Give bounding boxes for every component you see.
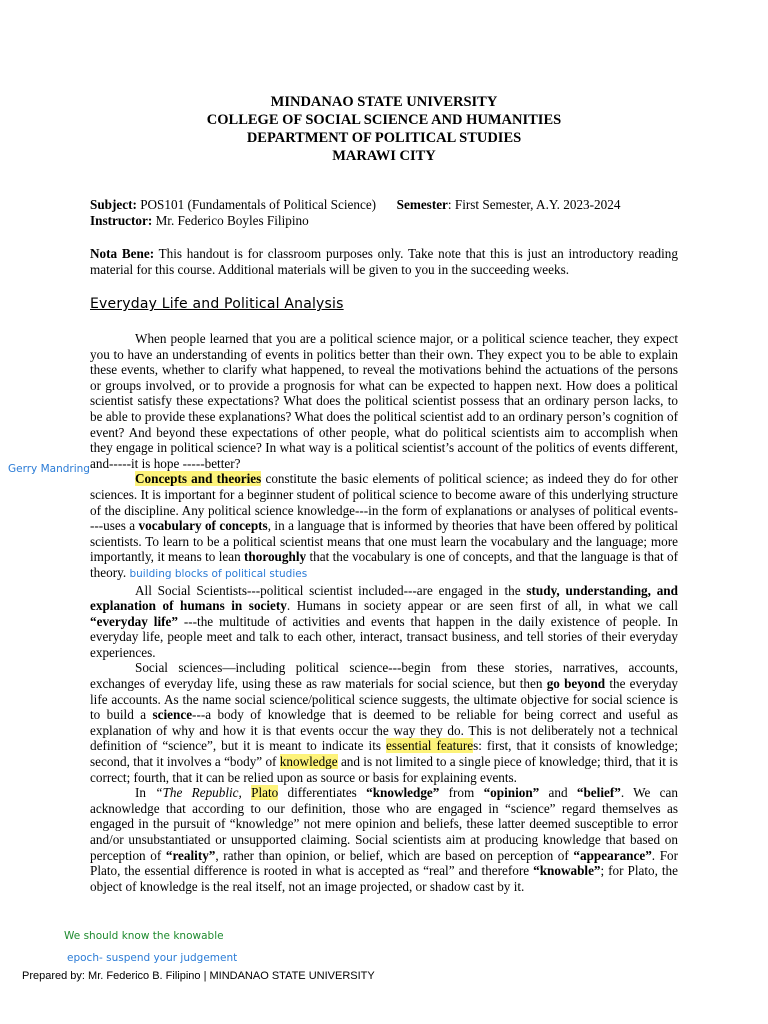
university-name: MINDANAO STATE UNIVERSITY bbox=[270, 94, 498, 110]
section-title: Everyday Life and Political Analysis bbox=[90, 296, 344, 312]
subject-line bbox=[90, 197, 678, 213]
comment-knowable[interactable]: We should know the knowable bbox=[64, 930, 224, 942]
highlight-plato: Plato bbox=[251, 785, 279, 801]
city-name: MARAWI CITY bbox=[332, 148, 436, 164]
subject-value: POS101 (Fundamentals of Political Science) bbox=[136, 197, 377, 212]
highlight-knowledge: knowledge bbox=[279, 754, 338, 770]
comment-building-blocks[interactable]: building blocks of political studies bbox=[126, 567, 308, 580]
instructor-line bbox=[90, 213, 678, 229]
comment-author-gerry[interactable]: Gerry Mandring bbox=[8, 463, 90, 475]
nota-bene-text: This handout is for classroom purposes only. Take note that this is just an introductory reading material for this course. Additional materials will be given to you in the succeeding weeks. bbox=[90, 246, 678, 277]
paragraph-2: Concepts and theories constitute the basic elements of political science; as indeed they do for other sciences. It is important for a beginner student of political science to become aware of this underlying structure of the discipline. Any political science knowledge---in the form of explanations or analyses of political events----uses a vocabulary of concepts, in a language that is informed by theories that have been offered by political scientists. To learn to be a political scientist means that one must learn the vocabulary and the language; more importantly, it means to lean thoroughly that the vocabulary is one of concepts, and that the language is that of theory. building blocks of political studies bbox=[90, 471, 678, 580]
semester-value: : First Semester, A.Y. 2023-2024 bbox=[447, 197, 621, 212]
highlight-essential-feature: essential feature bbox=[386, 738, 474, 754]
paragraph-4: Social sciences—including political science---begin from these stories, narratives, accounts, exchanges of everyday life, using these as raw materials for social science, but then go beyond the everyday life accounts. As the name social science/political science suggests, the ultimate objective for social science is to build a science---a body of knowledge that is deemed to be reliable for being correct and useful as explanation of why and how it is that events occur the way they do. This is not deliberately not a technical definition of “science”, but it is meant to indicate its essential features: first, that it consists of knowledge; second, that it involves a “body” of knowledge and is not limited to a single piece of knowledge; third, that it is correct; fourth, that it can be relied upon as source or basis for explaining events. bbox=[90, 660, 679, 785]
nota-bene-label: Nota Bene: bbox=[90, 246, 155, 261]
comment-epoch[interactable]: epoch- suspend your judgement bbox=[67, 952, 238, 964]
highlight-concepts-theories: Concepts and theories bbox=[135, 471, 262, 487]
instructor-value: Mr. Federico Boyles Filipino bbox=[152, 212, 309, 228]
document-header bbox=[0, 93, 768, 165]
body-text bbox=[90, 331, 678, 894]
instructor-label: Instructor: bbox=[90, 212, 153, 228]
subject-label: Subject: bbox=[90, 197, 137, 212]
paragraph-3: All Social Scientists---political scientist included---are engaged in the study, understanding, and explanation of humans in society. Humans in society appear or are seen first of all, in what we call “everyday life” ---the multitude of activities and events that happen in the daily existence of people. In everyday life, people meet and talk to each other, interact, transact business, and tell stories of their everyday experiences. bbox=[90, 582, 679, 660]
course-meta bbox=[90, 197, 678, 228]
college-name: COLLEGE OF SOCIAL SCIENCE AND HUMANITIES bbox=[206, 112, 562, 128]
paragraph-5: In “The Republic, Plato differentiates “knowledge” from “opinion” and “belief”. We can acknowledge that according to our definition, those who are engaged in “science” regard themselves as engaged in the pursuit of “knowledge” not mere opinion and beliefs, these latter deemed susceptible to error and/or unsubstantiated or unsupported claiming. Social scientists aim at producing knowledge that based on perception of “reality”, rather than opinion, or belief, which are based on perception of “appearance”. For Plato, the essential difference is rooted in what is accepted as “real” and therefore “knowable”; for Plato, the object of knowledge is the real itself, not an image projected, or shadow cast by it. bbox=[90, 785, 679, 894]
paragraph-1: When people learned that you are a political science major, or a political science teacher, they expect you to have an understanding of events in politics better than their own. They expect you to be able to explain these events, whether to clarify what happened, to reveal the motivations behind the actuations of the persons or groups involved, or to provide a prognosis for what can be expected to happen next. How does a political scientist satisfy these expectations? What does the political scientist possess that an ordinary person lacks, to be able to provide these explanations? What does the political scientist add to an ordinary person’s cognition of event? And beyond these expectations of other people, what do political scientists aim to accomplish when they engage in political science? In what way is a political scientist’s account of the politics of events different, and-----it is hope -----better? bbox=[90, 331, 678, 471]
semester-label: Semester bbox=[396, 197, 448, 212]
nota-bene bbox=[90, 246, 678, 277]
department-name: DEPARTMENT OF POLITICAL STUDIES bbox=[246, 130, 522, 146]
page-footer: Prepared by: Mr. Federico B. Filipino | MINDANAO STATE UNIVERSITY bbox=[22, 970, 375, 982]
